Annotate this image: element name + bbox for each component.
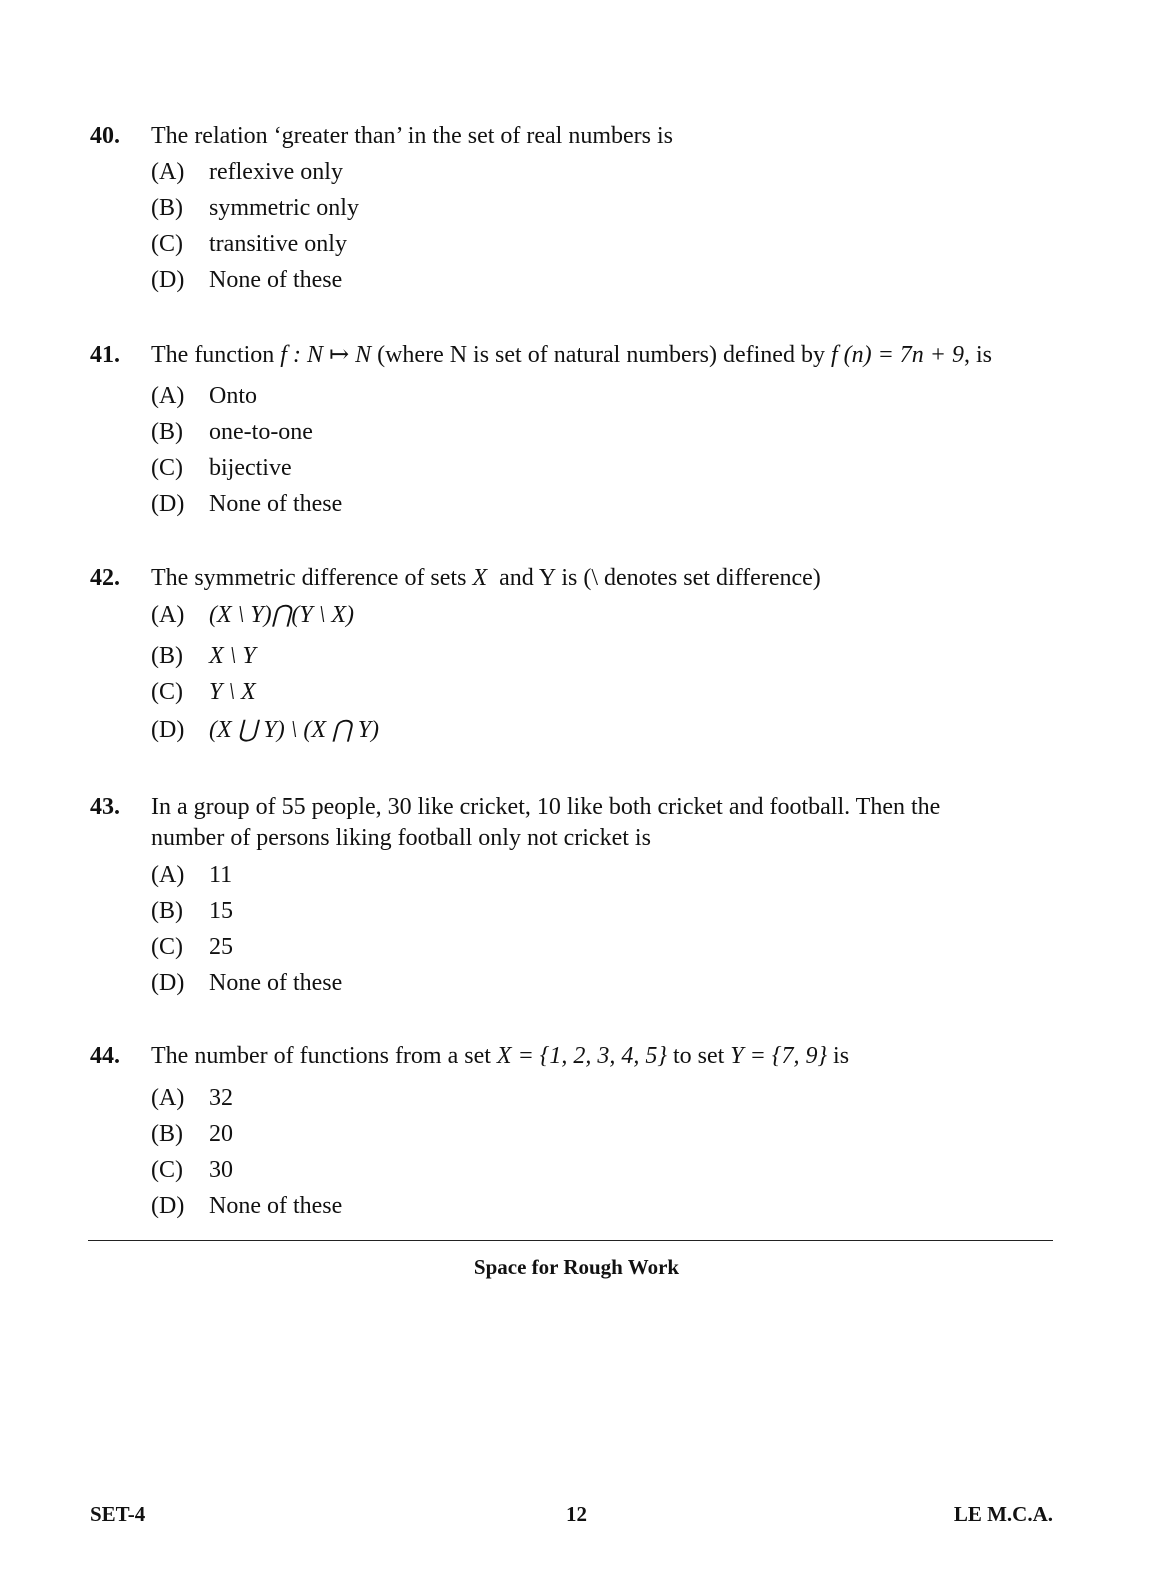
option-text: None of these: [209, 267, 343, 293]
option-text: 25: [209, 934, 233, 960]
stem-text: is: [827, 1043, 850, 1069]
function-definition: f (n) = 7n + 9: [830, 342, 964, 368]
option-text: None of these: [209, 970, 343, 996]
option-text: transitive only: [209, 231, 347, 257]
option-letter: (A): [151, 159, 185, 185]
option-text: X \ Y: [209, 643, 256, 669]
option-letter: (A): [151, 602, 185, 628]
stem-text: The symmetric difference of sets: [151, 565, 473, 591]
option-text: (X ⋃ Y) \ (X ⋂ Y): [209, 717, 380, 743]
option-text: 20: [209, 1121, 233, 1147]
question-stem: [151, 340, 1051, 371]
option-letter: (C): [151, 679, 183, 705]
set-y-definition: Y = {7, 9}: [730, 1043, 828, 1069]
option-text: 11: [209, 862, 233, 888]
set-symbol: X: [472, 565, 488, 591]
option-letter: (B): [151, 419, 183, 445]
footer-exam-name: LE M.C.A.: [953, 1502, 1053, 1526]
option-letter: (C): [151, 455, 183, 481]
option-letter: (D): [151, 1193, 185, 1219]
option-letter: (C): [151, 1157, 183, 1183]
option-letter: (A): [151, 383, 185, 409]
stem-text: The number of functions from a set: [151, 1043, 497, 1069]
option-text: 32: [209, 1085, 233, 1111]
option-text: None of these: [209, 1193, 343, 1219]
question-number: 40.: [90, 123, 120, 149]
divider-line: [88, 1240, 1053, 1241]
question-number: 43.: [90, 794, 120, 820]
option-text: symmetric only: [209, 195, 359, 221]
function-notation: f : N ↦ N: [280, 342, 372, 368]
stem-text: , is: [964, 342, 993, 368]
option-text: (X \ Y)⋂(Y \ X): [209, 602, 355, 628]
question-stem: [151, 1041, 1051, 1072]
option-text: 15: [209, 898, 233, 924]
question-number: 44.: [90, 1043, 120, 1069]
question-stem: The relation ‘greater than’ in the set of real numbers is: [151, 123, 674, 149]
option-letter: (D): [151, 717, 185, 743]
question-number: 42.: [90, 565, 120, 591]
option-text: bijective: [209, 455, 292, 481]
rough-work-label: Space for Rough Work: [473, 1255, 680, 1279]
option-text: Y \ X: [209, 679, 256, 705]
option-letter: (D): [151, 970, 185, 996]
option-text: 30: [209, 1157, 233, 1183]
stem-text: to set: [666, 1043, 731, 1069]
option-letter: (A): [151, 1085, 185, 1111]
stem-text: (where N is set of natural numbers) defined by: [371, 342, 831, 368]
option-text: Onto: [209, 383, 257, 409]
stem-text: and Y is (\ denotes set difference): [487, 565, 821, 591]
option-letter: (D): [151, 267, 185, 293]
option-letter: (B): [151, 1121, 183, 1147]
option-letter: (B): [151, 643, 183, 669]
footer-set-label: SET-4: [90, 1502, 146, 1526]
option-text: one-to-one: [209, 419, 313, 445]
option-letter: (A): [151, 862, 185, 888]
question-number: 41.: [90, 342, 120, 368]
footer-page-number: 12: [566, 1502, 587, 1526]
option-letter: (C): [151, 231, 183, 257]
option-letter: (D): [151, 491, 185, 517]
set-x-definition: X = {1, 2, 3, 4, 5}: [496, 1043, 667, 1069]
option-text: None of these: [209, 491, 343, 517]
question-stem: [151, 563, 1051, 594]
option-letter: (C): [151, 934, 183, 960]
option-letter: (B): [151, 898, 183, 924]
stem-text: The function: [151, 342, 281, 368]
option-text: reflexive only: [209, 159, 343, 185]
question-stem: In a group of 55 people, 30 like cricket, 10 like both cricket and football. Then the number of persons liking football only not cricket is: [151, 794, 941, 851]
option-letter: (B): [151, 195, 183, 221]
